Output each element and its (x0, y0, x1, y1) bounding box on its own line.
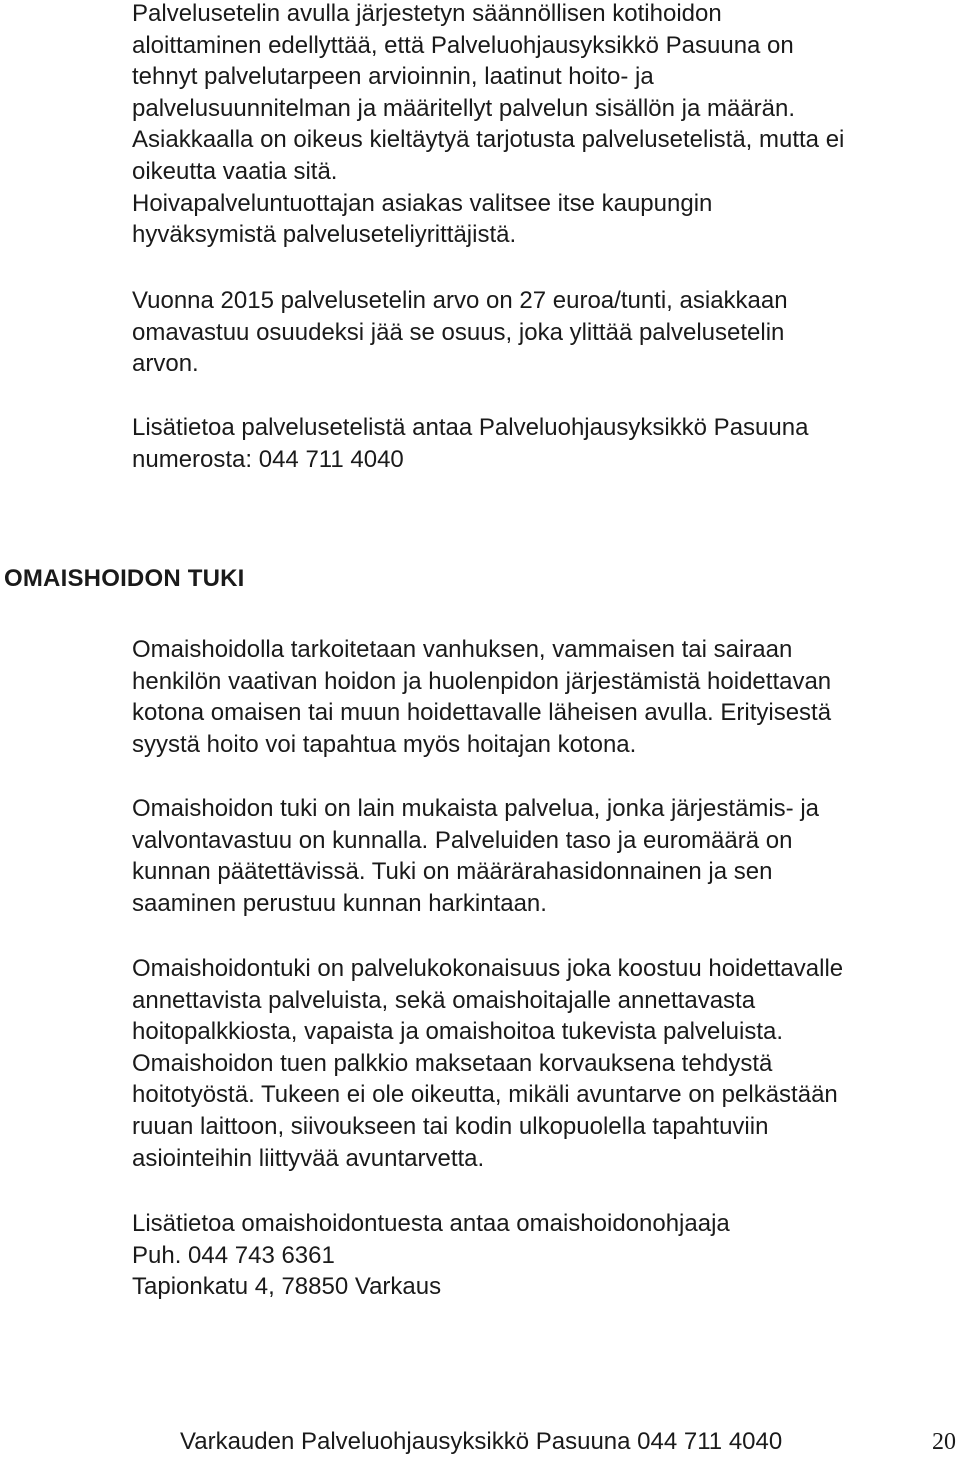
text-line: Palvelusetelin avulla järjestetyn säännöllisen kotihoidon (132, 0, 722, 27)
text-line: Omaishoidontuki on palvelukokonaisuus joka koostuu hoidettavalle (132, 955, 844, 982)
text-line: kunnan päätettävissä. Tuki on määrärahasidonnainen ja sen (132, 858, 773, 886)
section-heading: OMAISHOIDON TUKI (4, 565, 245, 592)
text-line: Asiakkaalla on oikeus kieltäytyä tarjotusta palvelusetelistä, mutta ei (132, 126, 845, 154)
text-line: aloittaminen edellyttää, että Palveluohjausyksikkö Pasuuna on (132, 31, 794, 59)
text-line: tehnyt palvelutarpeen arvioinnin, laatinut hoito- ja (132, 63, 654, 91)
text-line: Omaishoidon tuki on lain mukaista palvelua, jonka järjestämis- ja (132, 795, 819, 822)
paragraph-omaishoidon-tuki-laki (132, 793, 956, 919)
address: Tapionkatu 4, 78850 Varkaus (132, 1273, 442, 1301)
paragraph-palveluseteli-arvo (132, 285, 956, 380)
paragraph-omaishoito-yhteystiedot (132, 1208, 956, 1303)
text-line: Omaishoidolla tarkoitetaan vanhuksen, vammaisen tai sairaan (132, 636, 793, 663)
text-line: henkilön vaativan hoidon ja huolenpidon järjestämistä hoidettavan (132, 667, 832, 695)
text-line: asiointeihin liittyvää avuntarvetta. (132, 1144, 485, 1172)
phone-number: Puh. 044 743 6361 (132, 1241, 335, 1269)
text-line: valvontavastuu on kunnalla. Palveluiden taso ja euromäärä on (132, 826, 793, 854)
text-line: hoitotyöstä. Tukeen ei ole oikeutta, mikäli avuntarve on pelkästään (132, 1081, 838, 1109)
text-line: palvelusuunnitelman ja määritellyt palvelun sisällön ja määrän. (132, 94, 796, 122)
text-line: ruuan laittoon, siivoukseen tai kodin ulkopuolella tapahtuviin (132, 1112, 769, 1140)
text-line: hoitopalkkiosta, vapaista ja omaishoitoa tukevista palveluista. (132, 1018, 784, 1046)
paragraph-omaishoidontuki-kokonaisuus (132, 953, 956, 1174)
text-line: Hoivapalveluntuottajan asiakas valitsee itse kaupungin (132, 189, 713, 217)
text-line: arvon. (132, 350, 199, 378)
text-line: Omaishoidon tuen palkkio maksetaan korvauksena tehdystä (132, 1049, 773, 1077)
text-line: Vuonna 2015 palvelusetelin arvo on 27 euroa/tunti, asiakkaan (132, 287, 788, 314)
text-line: syystä hoito voi tapahtua myös hoitajan kotona. (132, 730, 637, 758)
page-number: 20 (932, 1429, 956, 1455)
text-line: saaminen perustuu kunnan harkintaan. (132, 889, 547, 917)
paragraph-omaishoito-maaritelma (132, 634, 956, 760)
text-line: oikeutta vaatia sitä. (132, 157, 338, 185)
text-line: Lisätietoa palvelusetelistä antaa Palveluohjausyksikkö Pasuuna (132, 414, 809, 441)
paragraph-palveluseteli-lisatietoa (132, 412, 956, 475)
text-line: kotona omaisen tai muun hoidettavalle läheisen avulla. Erityisestä (132, 699, 832, 727)
footer-text: Varkauden Palveluohjausyksikkö Pasuuna 044 711 4040 (180, 1428, 783, 1455)
paragraph-palveluseteli-kotihoito (132, 0, 956, 251)
text-line: numerosta: 044 711 4040 (132, 445, 404, 473)
text-line: omavastuu osuudeksi jää se osuus, joka ylittää palvelusetelin (132, 318, 785, 346)
text-line: Lisätietoa omaishoidontuesta antaa omaishoidonohjaaja (132, 1210, 730, 1237)
text-line: hyväksymistä palveluseteliyrittäjistä. (132, 221, 517, 249)
text-line: annettavista palveluista, sekä omaishoitajalle annettavasta (132, 986, 756, 1014)
